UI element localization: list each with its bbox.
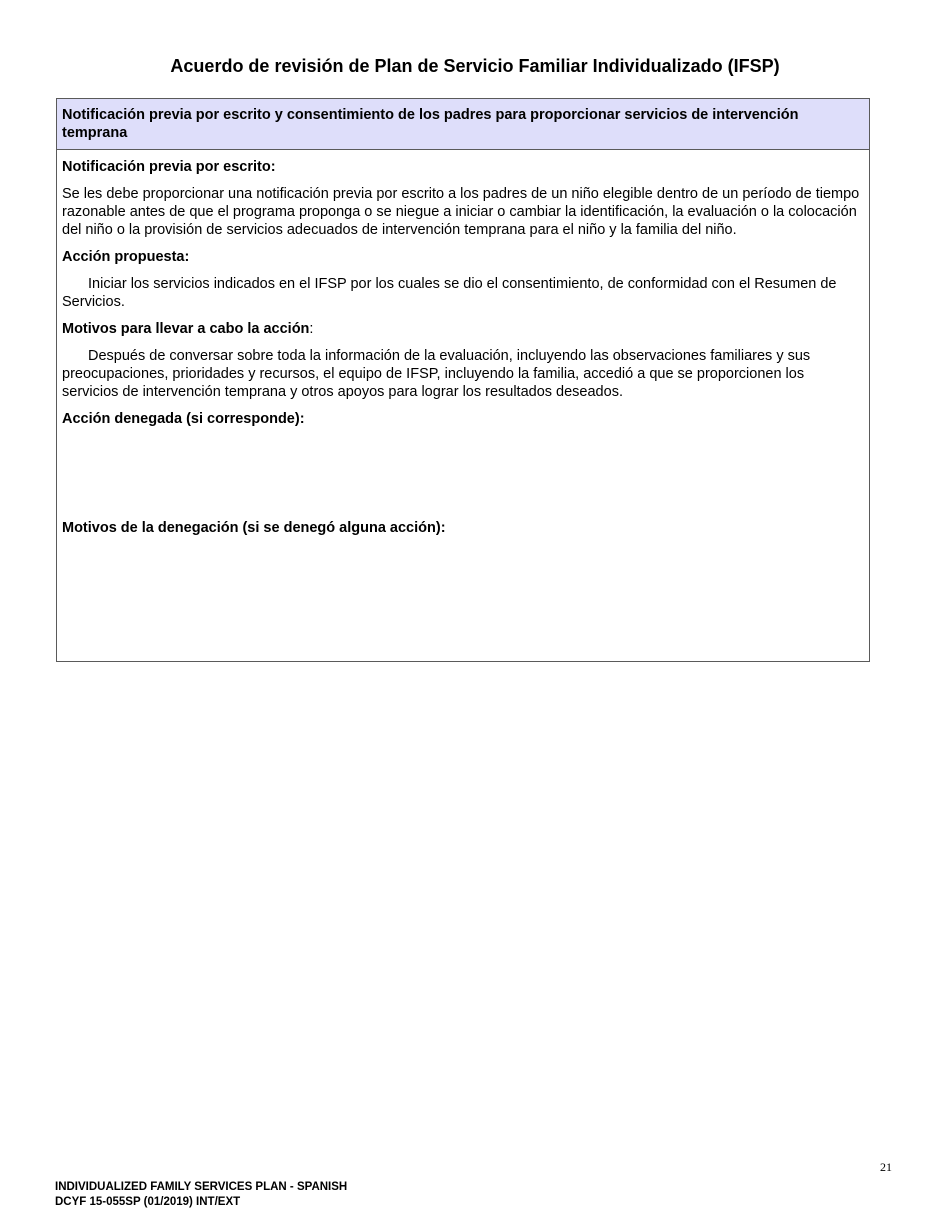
reasons-label: Motivos para llevar a cabo la acción	[62, 321, 310, 337]
reasons-text: Después de conversar sobre toda la información de la evaluación, incluyendo las observaciones familiares y sus preocupaciones, prioridades y recursos, el equipo de IFSP, incluyendo la familia, accedió a que se proporcionen los servicios de intervención temprana y otros apoyos para lograr los resultados deseados.	[62, 348, 811, 400]
proposed-action-text: Iniciar los servicios indicados en el IFSP por los cuales se dio el consentimiento, de conformidad con el Resumen de Servicios.	[62, 276, 837, 310]
page-number: 21	[880, 1160, 892, 1174]
footer-line-1: INDIVIDUALIZED FAMILY SERVICES PLAN - SPANISH	[55, 1181, 348, 1193]
denied-action-field[interactable]	[62, 437, 863, 519]
reasons-label-colon: :	[309, 321, 314, 337]
section-header: Notificación previa por escrito y consentimiento de los padres para proporcionar servicios de intervención temprana	[57, 99, 869, 150]
consent-form-box	[56, 98, 870, 662]
denial-reasons-label: Motivos de la denegación (si se denegó alguna acción):	[62, 520, 446, 536]
page-title: Acuerdo de revisión de Plan de Servicio Familiar Individualizado (IFSP)	[170, 56, 780, 76]
denied-action-label: Acción denegada (si corresponde):	[62, 411, 305, 427]
notice-text: Se les debe proporcionar una notificación previa por escrito a los padres de un niño elegible dentro de un período de tiempo razonable antes de que el programa proponga o se niegue a iniciar o cambiar la identificación, la evaluación o la colocación del niño o la provisión de servicios adecuados de intervención temprana para el niño y la familia del niño.	[62, 186, 860, 238]
notice-label: Notificación previa por escrito:	[62, 159, 276, 175]
proposed-action-label: Acción propuesta:	[62, 249, 190, 265]
form-body	[57, 150, 869, 646]
denial-reasons-field[interactable]	[62, 546, 863, 646]
reasons-label-line	[62, 320, 863, 338]
footer-line-2: DCYF 15-055SP (01/2019) INT/EXT	[55, 1196, 241, 1208]
footer	[55, 1180, 347, 1210]
